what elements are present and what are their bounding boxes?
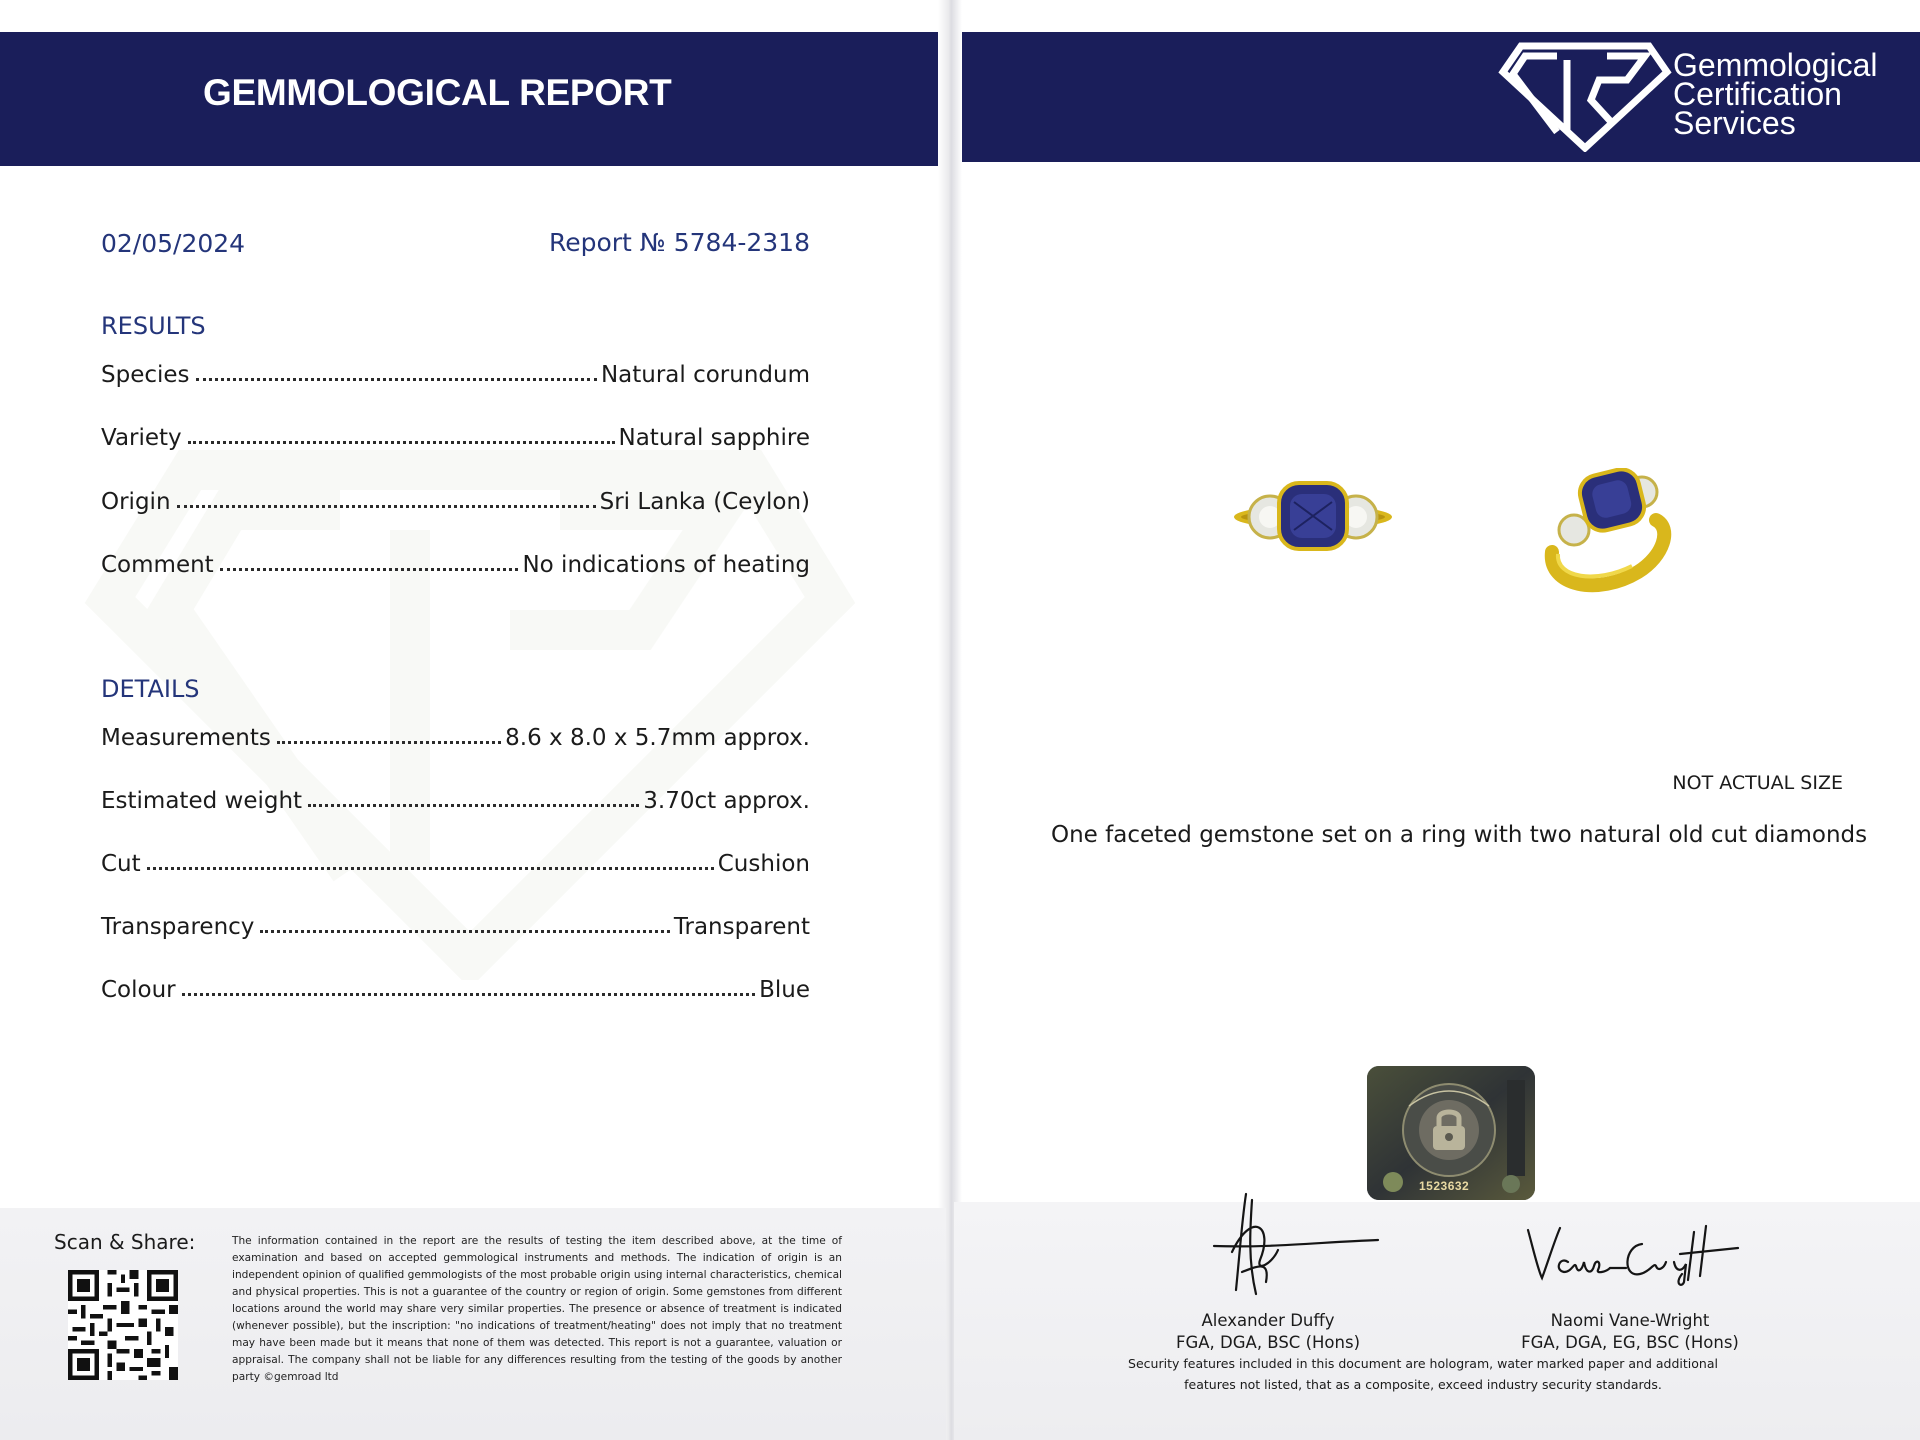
doclock-hologram	[1367, 1066, 1535, 1200]
logo-line-1: Gemmological	[1673, 47, 1878, 83]
detail-row-weight	[101, 782, 810, 814]
detail-row-transparency	[101, 908, 810, 940]
detail-row-measurements	[101, 719, 810, 751]
row-value: 3.70ct approx.	[643, 788, 810, 814]
gcs-logo-icon	[1495, 40, 1675, 152]
result-row-species	[101, 356, 810, 388]
ring-side-view-image	[1538, 468, 1678, 598]
details-heading: DETAILS	[101, 675, 200, 703]
scan-share-label: Scan & Share:	[54, 1230, 196, 1254]
report-title: GEMMOLOGICAL REPORT	[203, 72, 672, 113]
dot-leader	[182, 993, 755, 996]
dot-leader	[196, 378, 597, 381]
row-value: 8.6 x 8.0 x 5.7mm approx.	[505, 725, 810, 751]
logo-line-3: Services	[1673, 105, 1796, 141]
dot-leader	[177, 505, 596, 508]
dot-leader	[308, 804, 639, 807]
item-description: One faceted gemstone set on a ring with two natural old cut diamonds	[1051, 822, 1868, 848]
signature-duffy-image	[1212, 1190, 1382, 1302]
signer-duffy	[1150, 1310, 1386, 1354]
report-date: 02/05/2024	[101, 229, 246, 258]
qr-code-icon[interactable]	[68, 1270, 178, 1380]
logo-line-2: Certification	[1673, 76, 1842, 112]
dot-leader	[260, 930, 669, 933]
signer-vane-wright	[1508, 1310, 1752, 1354]
row-value: Transparent	[673, 914, 810, 940]
not-actual-size-note: NOT ACTUAL SIZE	[1672, 772, 1843, 794]
dot-leader	[220, 568, 519, 571]
row-label: Cut	[101, 851, 141, 877]
result-row-variety	[101, 419, 810, 451]
result-row-origin	[101, 483, 810, 515]
detail-row-cut	[101, 845, 810, 877]
logo-wordmark	[1673, 47, 1878, 141]
footer-right	[954, 1202, 1920, 1440]
detail-row-colour	[101, 971, 810, 1003]
result-row-comment	[101, 546, 810, 578]
row-value: Blue	[759, 977, 810, 1003]
security-note-line-2: features not listed, that as a composite, exceed industry security standards.	[1184, 1377, 1662, 1392]
row-value: Sri Lanka (Ceylon)	[599, 489, 810, 515]
security-note-line-1: Security features included in this document are hologram, water marked paper and additional	[1128, 1356, 1718, 1371]
hologram-serial: 1523632	[1419, 1179, 1470, 1193]
dot-leader	[277, 741, 501, 744]
dot-leader	[147, 867, 714, 870]
disclaimer-text: The information contained in the report are the results of testing the item described above, at the time of examination and based on accepted gemmological instruments and methods. The indication of origin is an independent opinion of qualified gemmologists of the most probable origin using internal characteristics, chemical and physical properties. This is not a guarantee of the country or region of origin. Some gemstones from different locations around the world may share very similar properties. The presence or absence of treatment is indicated (whenever possible), but the inscription: "no indications of treatment/heating" does not imply that no treatment may have been made but it means that none of them was detected. This report is not a guarantee, valuation or appraisal. The company shall not be liable for any differences resulting from the testing of the goods by another party ©gemroad ltd	[232, 1235, 842, 1383]
signer-name: Alexander Duffy	[1201, 1311, 1335, 1330]
signature-vane-wright-image	[1524, 1222, 1742, 1292]
row-value: Natural sapphire	[618, 425, 810, 451]
row-value: No indications of heating	[522, 552, 810, 578]
signer-credentials: FGA, DGA, EG, BSC (Hons)	[1521, 1333, 1739, 1352]
row-value: Natural corundum	[600, 362, 810, 388]
row-label: Transparency	[101, 914, 255, 940]
row-label: Origin	[101, 489, 171, 515]
row-label: Estimated weight	[101, 788, 303, 814]
row-value: Cushion	[717, 851, 810, 877]
dot-leader	[188, 441, 615, 444]
row-label: Measurements	[101, 725, 271, 751]
row-label: Comment	[101, 552, 214, 578]
row-label: Species	[101, 362, 190, 388]
row-label: Variety	[101, 425, 182, 451]
signer-credentials: FGA, DGA, BSC (Hons)	[1175, 1333, 1361, 1352]
security-note	[1108, 1353, 1738, 1395]
signer-name: Naomi Vane-Wright	[1550, 1311, 1710, 1330]
ring-top-view-image	[1232, 476, 1394, 556]
results-heading: RESULTS	[101, 312, 206, 340]
row-label: Colour	[101, 977, 176, 1003]
logo-watermark-icon	[80, 440, 860, 980]
report-number: Report № 5784-2318	[548, 228, 810, 257]
